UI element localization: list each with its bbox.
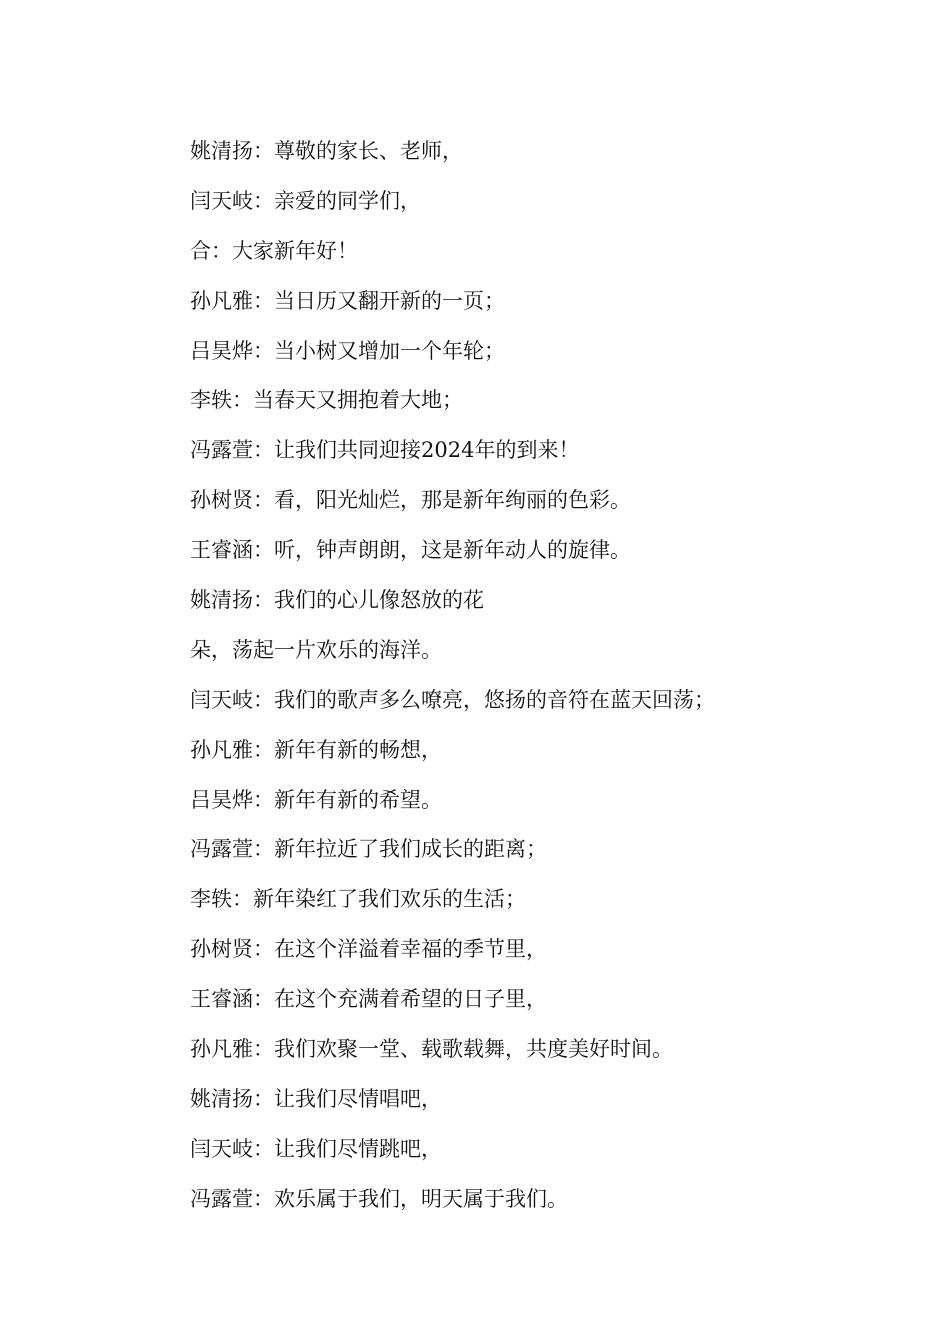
dialogue-line: 朵，荡起一片欢乐的海洋。 [190, 637, 442, 662]
dialogue-line: 闫天岐：我们的歌声多么嘹亮，悠扬的音符在蓝天回荡； [190, 687, 715, 712]
dialogue-line: 王睿涵：听，钟声朗朗，这是新年动人的旋律。 [190, 538, 631, 563]
dialogue-line: 孙凡雅：当日历又翻开新的一页； [190, 288, 505, 313]
dialogue-line: 姚清扬：尊敬的家长、老师， [190, 139, 463, 163]
dialogue-script [190, 133, 790, 1231]
dialogue-line: 姚清扬：我们的心儿像怒放的花 [190, 588, 484, 613]
dialogue-line: 孙树贤：在这个洋溢着幸福的季节里， [190, 937, 547, 962]
dialogue-line: 吕昊烨：当小树又增加一个年轮； [190, 338, 505, 363]
dialogue-line: 孙树贤：看，阳光灿烂，那是新年绚丽的色彩。 [190, 488, 631, 513]
dialogue-line: 吕昊烨：新年有新的希望。 [190, 787, 442, 812]
dialogue-line: 合：大家新年好！ [190, 238, 358, 263]
dialogue-line: 冯露萱：让我们共同迎接2024年的到来！ [190, 438, 580, 463]
dialogue-line: 闫天岐：让我们尽情跳吧， [190, 1136, 442, 1161]
dialogue-line: 姚清扬：让我们尽情唱吧， [190, 1086, 442, 1111]
dialogue-line: 冯露萱：欢乐属于我们，明天属于我们。 [190, 1186, 568, 1211]
dialogue-line: 李轶：当春天又拥抱着大地； [190, 388, 463, 413]
dialogue-line: 李轶：新年染红了我们欢乐的生活； [190, 887, 526, 912]
dialogue-line: 孙凡雅：新年有新的畅想， [190, 737, 442, 762]
dialogue-line: 孙凡雅：我们欢聚一堂、载歌载舞，共度美好时间。 [190, 1037, 673, 1062]
dialogue-line: 冯露萱：新年拉近了我们成长的距离； [190, 837, 547, 862]
dialogue-line: 王睿涵：在这个充满着希望的日子里， [190, 987, 547, 1012]
dialogue-line: 闫天岐：亲爱的同学们， [190, 188, 421, 213]
